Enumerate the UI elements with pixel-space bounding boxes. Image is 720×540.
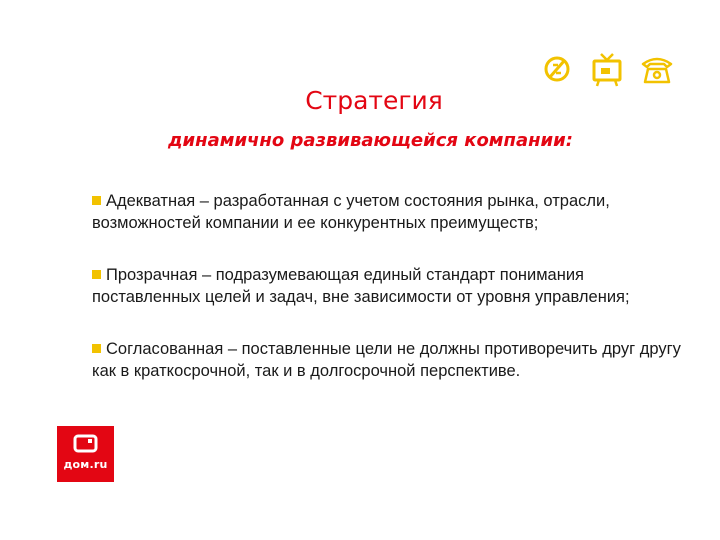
bullet-list — [92, 190, 692, 382]
bullet-text: – поставленные цели не должны противоречить друг другу как в краткосрочной, так и в долгосрочной перспективе. — [92, 340, 681, 380]
internet-icon — [540, 52, 574, 86]
bullet-term: Адекватная — [106, 192, 196, 210]
bullet-text: – подразумевающая единый стандарт понимания поставленных целей и задач, вне зависимости от уровня управления; — [92, 266, 630, 306]
bullet-marker — [92, 270, 101, 279]
bullet-point — [92, 338, 692, 382]
bullet-marker — [92, 196, 101, 205]
bullet-text: – разработанная с учетом состояния рынка, отрасли, возможностей компании и ее конкурентных преимуществ; — [92, 192, 610, 232]
bullet-point — [92, 190, 692, 234]
phone-icon — [640, 52, 674, 86]
bullet-term: Согласованная — [106, 340, 224, 358]
bullet-point — [92, 264, 692, 308]
slide-subtitle: динамично развивающейся компании: — [168, 130, 573, 151]
logo-tv-icon — [57, 426, 114, 456]
bullet-marker — [92, 344, 101, 353]
slide-title: Стратегия — [305, 86, 443, 115]
bullet-term: Прозрачная — [106, 266, 198, 284]
logo-text: дом.ru — [63, 458, 108, 471]
dom-ru-logo — [57, 426, 114, 482]
tv-icon — [590, 52, 624, 88]
